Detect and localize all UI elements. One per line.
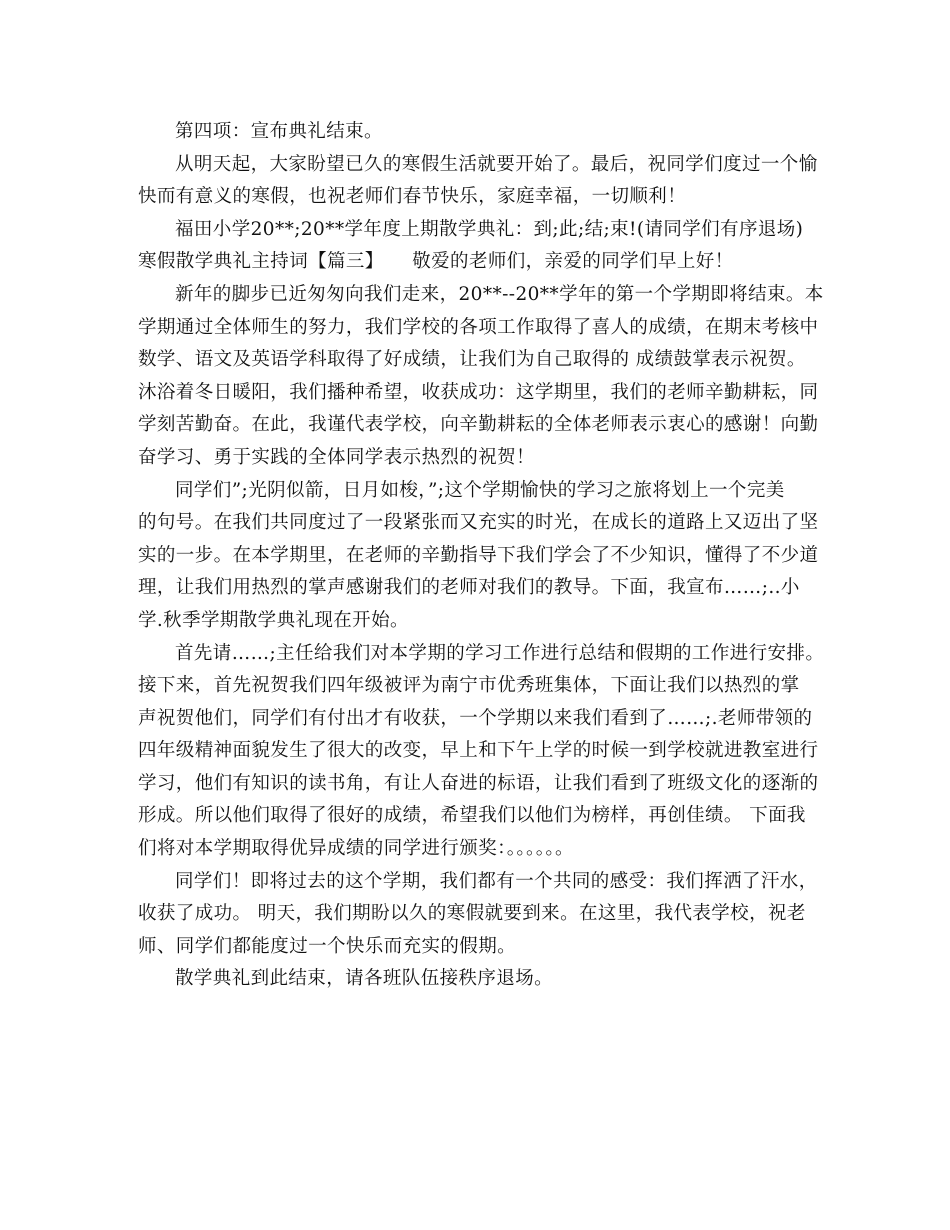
text-line: 师、同学们都能度过一个快乐而充实的假期。 [138,935,517,957]
text-line: 学.秋季学期散学典礼现在开始。 [138,609,409,631]
text-line: 学刻苦勤奋。在此，我谨代表学校，向辛勤耕耘的全体老师表示衷心的感谢！向勤 [138,414,819,436]
text-line: 第四项：宣布典礼结束。 [175,121,383,142]
text-line: 理，让我们用热烈的掌声感谢我们的老师对我们的教导。下面，我宣布……;..小 [138,577,800,599]
text-line: 接下来，首先祝贺我们四年级被评为南宁市优秀班集体，下面让我们以热烈的掌 [138,675,800,697]
text-line: 收获了成功。 明天，我们期盼以久的寒假就要到来。在这里，我代表学校，祝老 [138,903,806,925]
text-line: 同学们！即将过去的这个学期，我们都有一个共同的感受：我们挥洒了汗水， [175,870,818,892]
document-body [138,116,825,996]
text-line: 散学典礼到此结束，请各班队伍接秩序退场。 [175,968,554,990]
text-line: 声祝贺他们，同学们有付出才有收获，一个学期以来我们看到了……;.老师带领的 [138,707,813,729]
text-line: 学期通过全体师生的努力，我们学校的各项工作取得了喜人的成绩，在期末考核中 [138,316,819,338]
text-line: 福田小学20**;20**学年度上期散学典礼：到;此;结;束!(请同学们有序退场) [175,218,804,240]
text-line: 四年级精神面貌发生了很大的改变，早上和下午上学的时候一到学校就进教室进行 [138,740,819,762]
text-line: 同学们”;光阴似箭，日月如梭，”;这个学期愉快的学习之旅将划上一个完美 [175,479,785,501]
text-line: 奋学习、勇于实践的全体同学表示热烈的祝贺！ [138,446,535,468]
text-line: 的句号。在我们共同度过了一段紧张而又充实的时光，在成长的道路上又迈出了坚 [138,512,819,534]
text-line: 学习，他们有知识的读书角，有让人奋进的标语，让我们看到了班级文化的逐渐的 [138,772,819,794]
text-line: 从明天起，大家盼望已久的寒假生活就要开始了。最后，祝同学们度过一个愉 [175,153,818,175]
text-line: 沐浴着冬日暖阳，我们播种希望，收获成功：这学期里，我们的老师辛勤耕耘，同 [138,381,819,403]
text-line: 快而有意义的寒假，也祝老师们春节快乐，家庭幸福，一切顺利！ [138,186,687,208]
text-line: 数学、语文及英语学科取得了好成绩，让我们为自己取得的 成绩鼓掌表示祝贺。 [138,349,806,371]
text-line: 实的一步。在本学期里，在老师的辛勤指导下我们学会了不少知识，懂得了不少道 [138,544,819,566]
section-heading-line: 寒假散学典礼主持词【篇三】 敬爱的老师们，亲爱的同学们早上好！ [138,251,734,273]
text-line: 们将对本学期取得优异成绩的同学进行颁奖：。。。。。。 [138,838,574,860]
text-line: 新年的脚步已近匆匆向我们走来，20**--20**学年的第一个学期即将结束。本 [175,283,824,305]
text-line: 首先请……;主任给我们对本学期的学习工作进行总结和假期的工作进行安排。 [175,642,825,664]
text-line: 形成。所以他们取得了很好的成绩，希望我们以他们为榜样，再创佳绩。 下面我 [138,805,806,827]
